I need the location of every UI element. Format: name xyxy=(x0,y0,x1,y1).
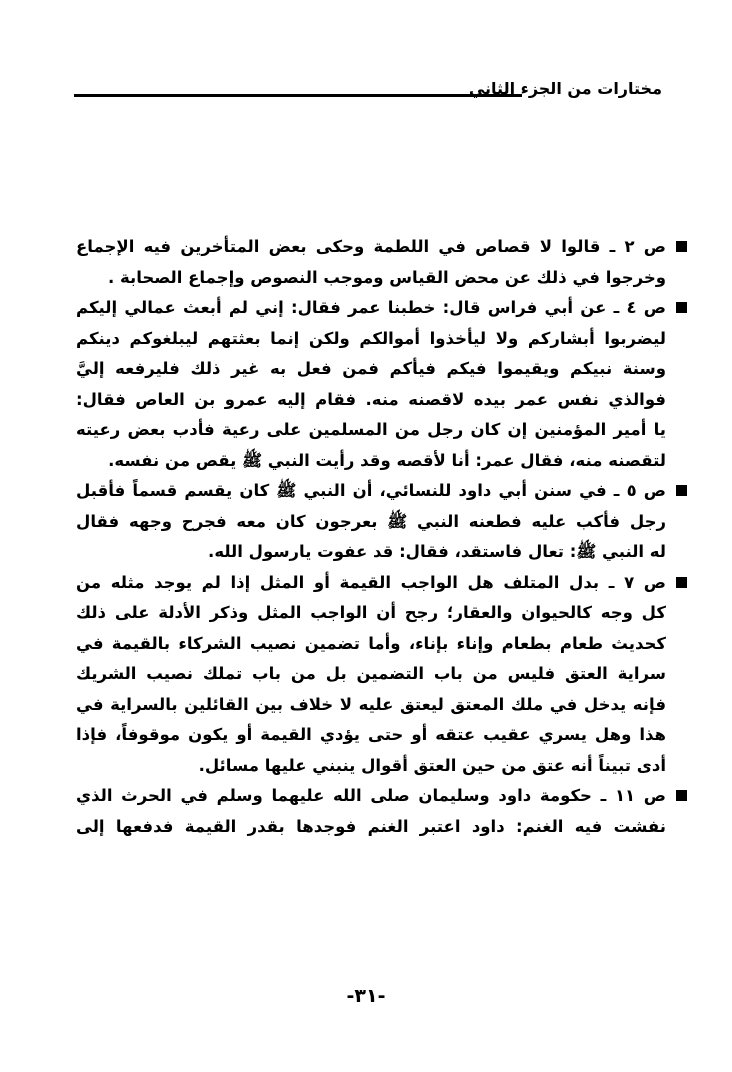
text-line: هذا وهل يسري عقيب عتقه أو حتى يؤدي القيمة أو يكون موقوفاً، فإذا xyxy=(76,725,666,744)
header-title: مختارات من الجزء الثاني xyxy=(468,79,662,98)
text-line: ص ٧ ـ بدل المتلف هل الواجب القيمة أو المثل إذا لم يوجد مثله من xyxy=(76,572,666,592)
square-bullet-icon xyxy=(676,790,687,801)
text-line: ص ٢ ـ قالوا لا قصاص في اللطمة وحكى بعض المتأخرين فيه الإجماع xyxy=(76,237,666,256)
text-line: وسنة نبيكم ويقيموا فيكم فيأكم فمن فعل به غير ذلك فليرفعه إليَّ xyxy=(76,359,666,378)
square-bullet-icon xyxy=(676,577,687,588)
entry-p2 xyxy=(76,232,666,293)
text-line: نفشت فيه الغنم: داود اعتبر الغنم فوجدها بقدر القيمة فدفعها إلى xyxy=(76,816,666,836)
entry-p5 xyxy=(76,476,666,568)
text-line: له النبي ﷺ: تعال فاستقد، فقال: قد عفوت يارسول الله. xyxy=(208,542,666,561)
entry-p4 xyxy=(76,293,666,476)
square-bullet-icon xyxy=(676,241,687,252)
text-line: رجل فأكب عليه فطعنه النبي ﷺ بعرجون كان معه فجرح وجهه فقال xyxy=(76,511,666,531)
text-line: سراية العتق فليس من باب التضمين بل من باب تملك نصيب الشريك xyxy=(76,664,666,683)
running-header xyxy=(74,78,662,102)
text-line: ص ٥ ـ في سنن أبي داود للنسائي، أن النبي ﷺ كان يقسم قسماً فأقبل xyxy=(76,481,666,500)
text-line: وخرجوا في ذلك عن محض القياس وموجب النصوص وإجماع الصحابة . xyxy=(108,267,666,287)
text-line: فإنه يدخل في ملك المعتق ليعتق عليه لا خلاف بين القائلين بالسراية في xyxy=(76,694,666,714)
text-line: فوالذي نفس عمر بيده لاقصنه منه. فقام إليه عمرو بن العاص فقال: xyxy=(76,389,666,409)
text-line: كحديث طعام بطعام وإناء بإناء، وأما تضمين نصيب الشركاء بالقيمة في xyxy=(76,633,666,653)
text-line: ليضربوا أبشاركم ولا ليأخذوا أموالكم ولكن إنما بعثتهم ليبلغوكم دينكم xyxy=(76,328,666,348)
square-bullet-icon xyxy=(676,485,687,496)
text-line: ص ٤ ـ عن أبي فراس قال: خطبنا عمر فقال: إني لم أبعث عمالي إليكم xyxy=(76,298,666,317)
page-number: -٣١- xyxy=(346,985,386,1007)
text-line: ص ١١ ـ حكومة داود وسليمان صلى الله عليهما وسلم في الحرث الذي xyxy=(76,786,666,805)
text-line: يا أمير المؤمنين إن كان رجل من المسلمين على رعية فأدب بعض رعيته xyxy=(76,420,666,439)
header-rule xyxy=(74,94,522,97)
text-line: لتقصنه منه، فقال عمر: أنا لأقصه وقد رأيت النبي ﷺ يقص من نفسه. xyxy=(108,450,666,470)
entry-p11 xyxy=(76,781,666,842)
entry-p7 xyxy=(76,568,666,782)
text-line: أدى تبيناً أنه عتق من حين العتق أقوال ينبني عليها مسائل. xyxy=(198,755,666,775)
text-line: كل وجه كالحيوان والعقار؛ رجح أن الواجب المثل وذكر الأدلة على ذلك xyxy=(76,603,666,622)
square-bullet-icon xyxy=(676,302,687,313)
body-text xyxy=(76,232,666,842)
